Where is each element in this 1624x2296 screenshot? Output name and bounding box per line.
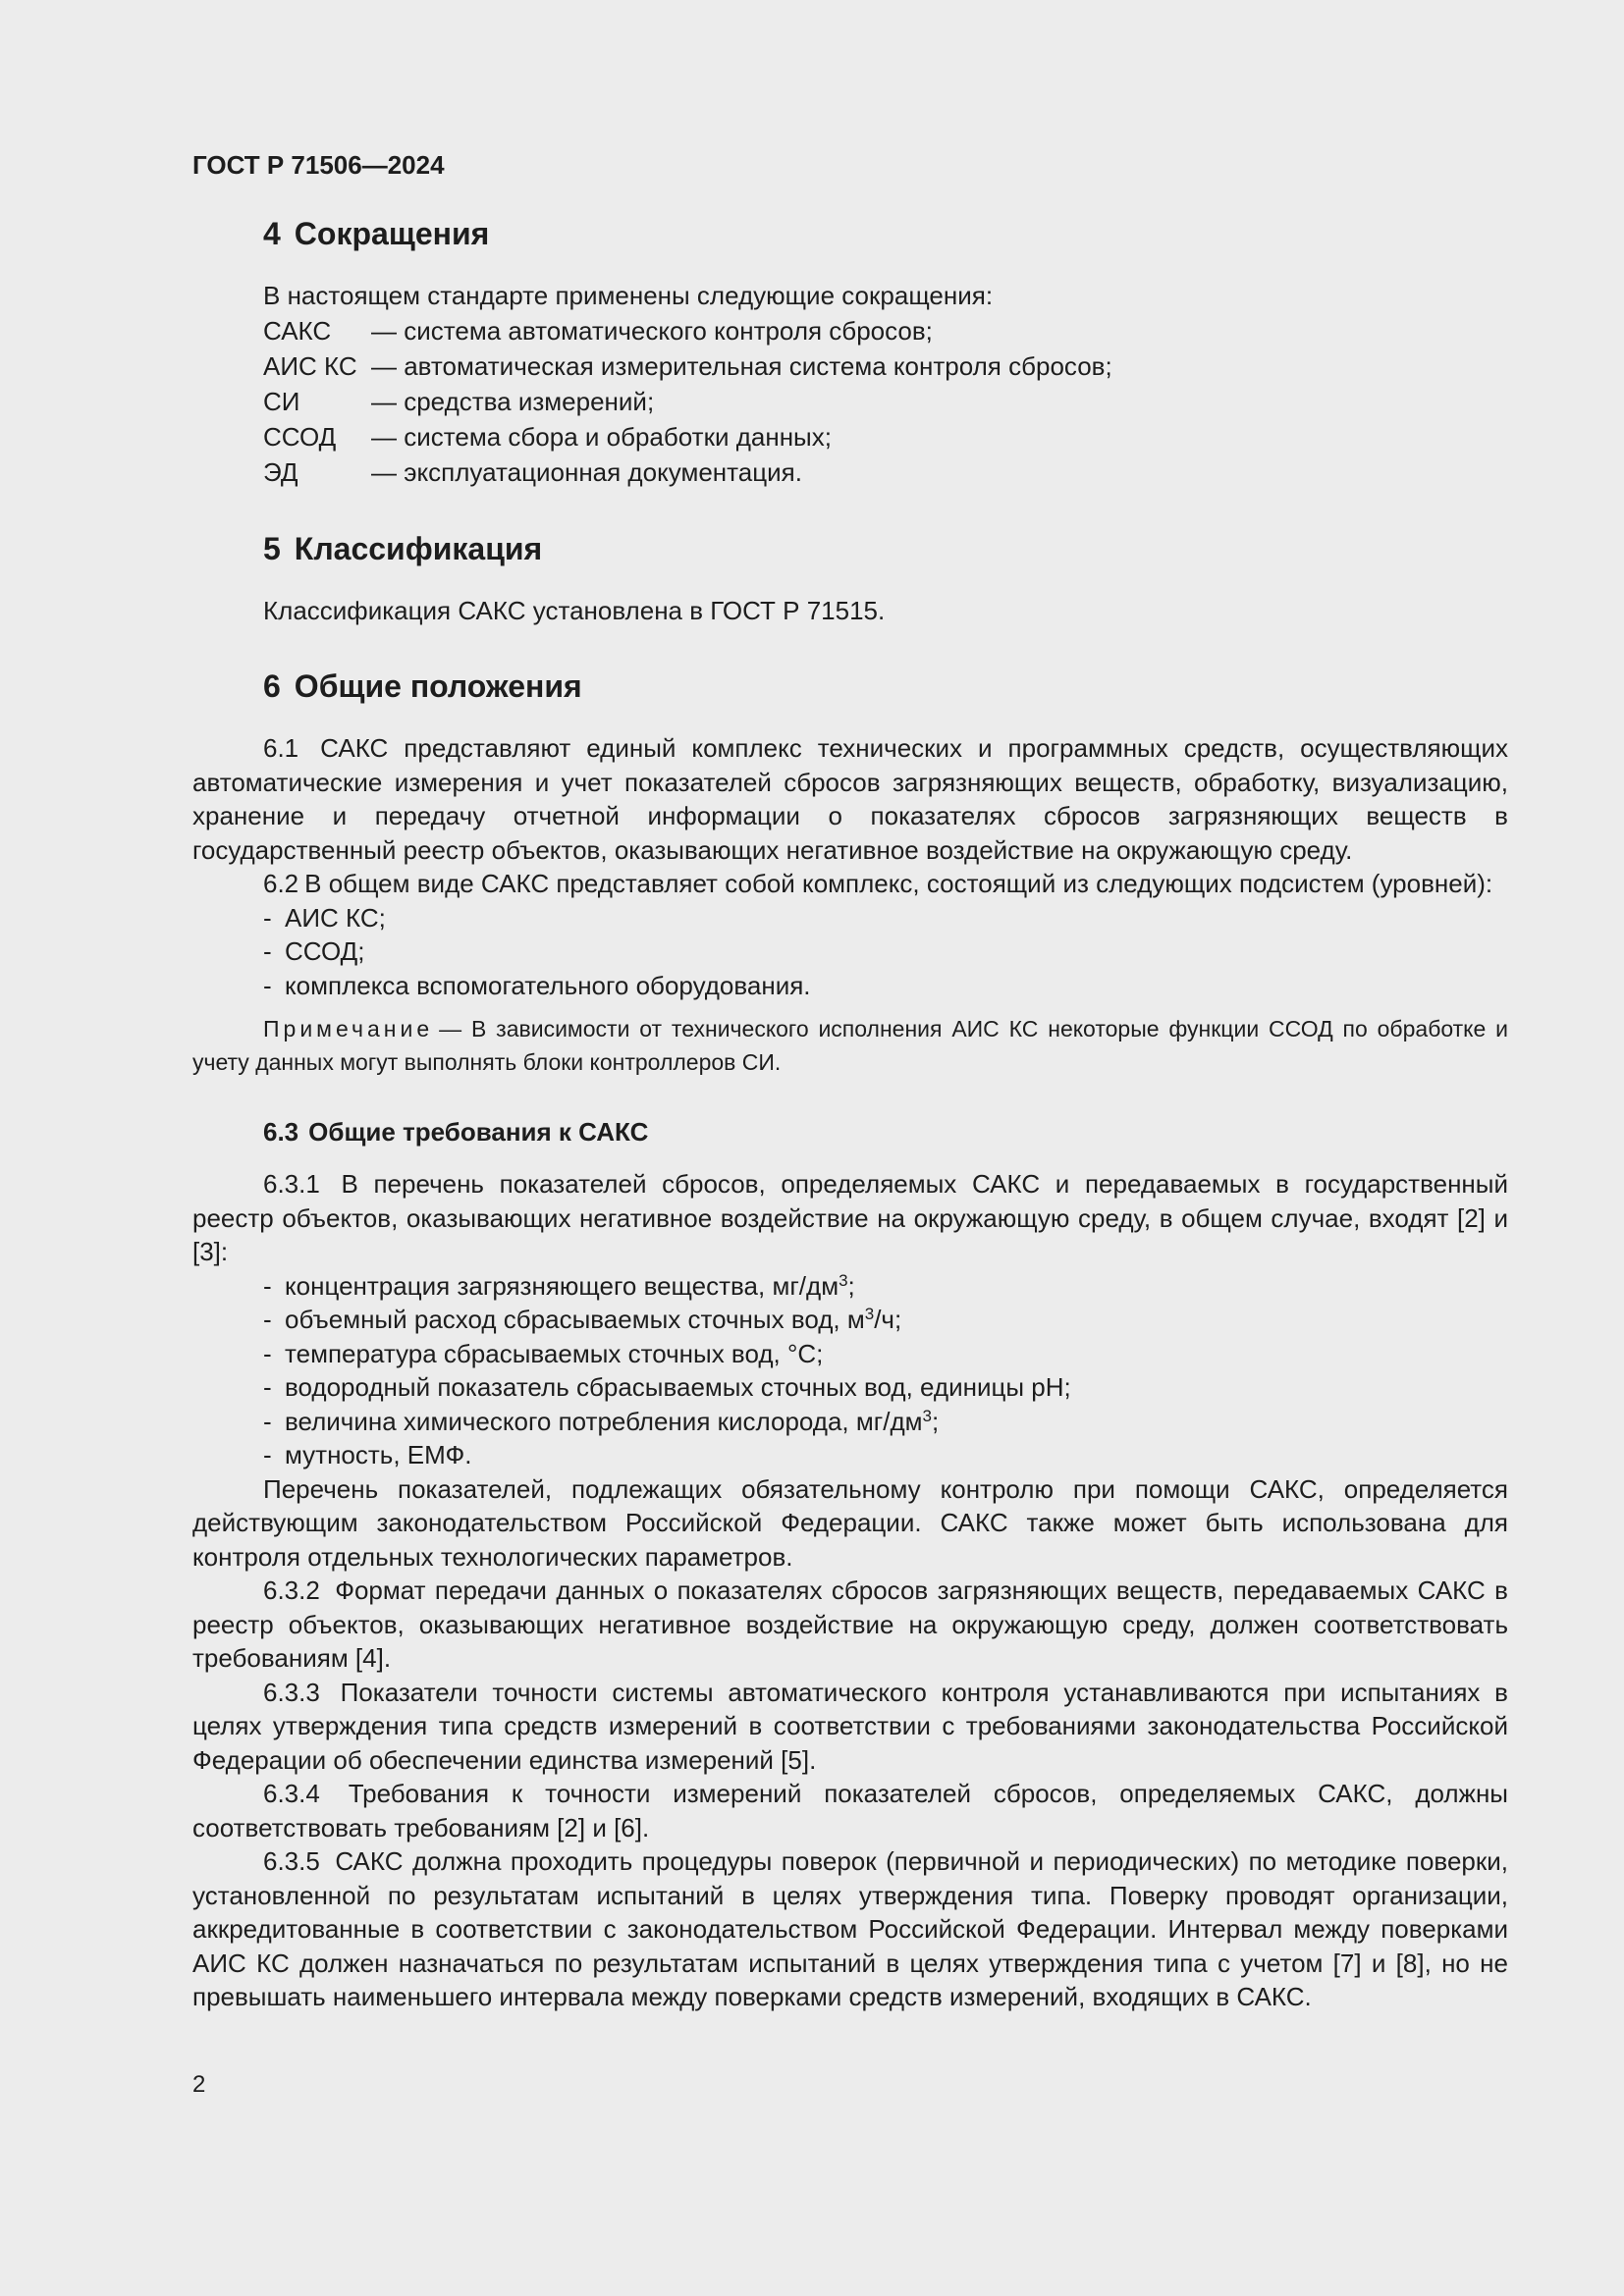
abbreviation-row — [192, 454, 1508, 490]
subsection-title: Общие требования к САКС — [308, 1117, 649, 1147]
list-item-text: температура сбрасываемых сточных вод, °С; — [285, 1338, 824, 1368]
list-item-text: АИС КС; — [285, 902, 386, 933]
abbreviation-definition: — система сбора и обработки данных; — [371, 421, 832, 452]
section-general — [192, 667, 1508, 2014]
clause-text: САКС представляют единый комплекс технических и программных средств, осуществляющих автоматические измерения и учет показателей сбросов загрязняющих веществ, обработку, визуализацию, хранение и передачу отчетной информации о показателях сбросов загрязняющих веществ в государственный реестр объектов, оказывающих негативное воздействие на окружающую среду. — [192, 733, 1508, 865]
section-classification — [192, 529, 1508, 628]
note — [192, 1012, 1508, 1079]
section-number: 5 — [263, 530, 281, 566]
list-item: - ССОД; — [192, 934, 1508, 969]
clause-number: 6.2 — [263, 869, 299, 898]
clause-number: 6.3.2 — [263, 1575, 320, 1605]
abbreviation-definition: — система автоматического контроля сбросов; — [371, 315, 933, 346]
abbreviation-term: ССОД — [263, 421, 337, 452]
section-heading — [192, 529, 1508, 568]
clause-text: В перечень показателей сбросов, определяемых САКС и передаваемых в государственный реестр объектов, оказывающих негативное воздействие на окружающую среду, в общем случае, входят [2] и [3]: — [192, 1169, 1508, 1266]
clause-text: Показатели точности системы автоматического контроля устанавливаются при испытаниях в целях утверждения типа средств измерений в соответствии с требованиями законодательства Российской Федерации об обеспечении единства измерений [5]. — [192, 1677, 1508, 1775]
page-number: 2 — [192, 2071, 206, 2098]
list-item-text: концентрация загрязняющего вещества, $мг/дм^3$; — [285, 1270, 855, 1301]
section-heading — [192, 214, 1508, 253]
list-item: - концентрация загрязняющего вещества, $мг/дм^3$; — [192, 1269, 1508, 1304]
abbreviation-row — [192, 384, 1508, 419]
list-item-text: водородный показатель сбрасываемых сточных вод, единицы pH; — [285, 1372, 1071, 1402]
list-item: - величина химического потребления кислорода, $мг/дм^3$; — [192, 1405, 1508, 1439]
paragraph: В настоящем стандарте применены следующие сокращения: — [263, 281, 994, 310]
clause-number: 6.3.4 — [263, 1779, 320, 1808]
abbreviation-row — [192, 419, 1508, 454]
section-title: Общие положения — [294, 668, 582, 704]
section-heading — [192, 667, 1508, 706]
clause-text: Формат передачи данных о показателях сбросов загрязняющих веществ, передаваемых САКС в реестр объектов, оказывающих негативное воздействие на окружающую среду, должен соответствовать требованиям [4]. — [192, 1575, 1508, 1673]
list-item-text: мутность, ЕМФ. — [285, 1440, 472, 1469]
clause-6-3-4 — [192, 1777, 1508, 1844]
list-item-text: объемный расход сбрасываемых сточных вод, $м^3/ч$; — [285, 1305, 902, 1334]
clause-6-1 — [192, 731, 1508, 867]
clause-text: САКС должна проходить процедуры поверок (первичной и периодических) по методике поверки, установленной по результатам испытаний в целях утверждения типа. Поверку проводят организации, аккредитованные в соответствии с законодательством Российской Федерации. Интервал между поверками АИС КС должен назначаться по результатам испытаний в целях утверждения типа с учетом [7] и [8], но не превышать наименьшего интервала между поверками средств измерений, входящих в САКС. — [192, 1846, 1508, 2011]
abbreviation-term: АИС КС — [263, 350, 357, 381]
clause-number: 6.1 — [263, 733, 299, 763]
list-item-text: ССОД; — [285, 936, 365, 966]
clause-number: 6.3.5 — [263, 1846, 320, 1876]
clause-text: В общем виде САКС представляет собой комплекс, состоящий из следующих подсистем (уровней): — [304, 869, 1493, 898]
clause-number: 6.3.1 — [263, 1169, 320, 1199]
abbreviation-definition: — средства измерений; — [371, 386, 655, 416]
abbreviation-definition: — автоматическая измерительная система контроля сбросов; — [371, 350, 1112, 381]
section-number: 6 — [263, 668, 281, 704]
abbreviation-term: ЭД — [263, 456, 298, 487]
clause-6-3-2 — [192, 1574, 1508, 1676]
abbreviation-term: САКС — [263, 315, 332, 346]
section-title: Классификация — [294, 530, 543, 566]
abbreviation-row — [192, 313, 1508, 348]
paragraph: Классификация САКС установлена в ГОСТ Р 71515. — [263, 595, 886, 625]
abbreviation-row — [192, 348, 1508, 384]
list-item: - температура сбрасываемых сточных вод, °С; — [192, 1337, 1508, 1371]
clause-6-3-5 — [192, 1844, 1508, 2014]
section-abbreviations — [192, 214, 1508, 490]
section-number: 4 — [263, 216, 281, 251]
subsection-number: 6.3 — [263, 1117, 299, 1147]
list-item: - АИС КС; — [192, 901, 1508, 935]
list-item: - мутность, ЕМФ. — [192, 1438, 1508, 1472]
note-label: Примечание — [263, 1016, 434, 1041]
clause-number: 6.3.3 — [263, 1677, 320, 1707]
section-title: Сокращения — [294, 216, 490, 251]
clause-6-2 — [192, 867, 1508, 901]
document-page — [192, 145, 1508, 2014]
clause-text: Требования к точности измерений показателей сбросов, определяемых САКС, должны соответствовать требованиям [2] и [6]. — [192, 1779, 1508, 1842]
list-item: - комплекса вспомогательного оборудования. — [192, 969, 1508, 1003]
document-id: ГОСТ Р 71506—2024 — [192, 150, 445, 180]
list-item: - объемный расход сбрасываемых сточных вод, $м^3/ч$; — [192, 1303, 1508, 1337]
abbreviation-term: СИ — [263, 386, 300, 416]
list-item: - водородный показатель сбрасываемых сточных вод, единицы pH; — [192, 1370, 1508, 1405]
list-item-text: комплекса вспомогательного оборудования. — [285, 970, 811, 1000]
subsection-heading — [192, 1114, 1508, 1149]
clause-6-3-1 — [192, 1167, 1508, 1269]
list-item-text: величина химического потребления кислорода, $мг/дм^3$; — [285, 1406, 940, 1436]
note-text: — В зависимости от технического исполнения АИС КС некоторые функции ССОД по обработке и учету данных могут выполнять блоки контроллеров СИ. — [192, 1016, 1508, 1075]
abbreviation-definition: — эксплуатационная документация. — [371, 456, 802, 487]
clause-6-3-3 — [192, 1676, 1508, 1778]
paragraph: Перечень показателей, подлежащих обязательному контролю при помощи САКС, определяется действующим законодательством Российской Федерации. САКС также может быть использована для контроля отдельных технологических параметров. — [192, 1473, 1508, 1572]
